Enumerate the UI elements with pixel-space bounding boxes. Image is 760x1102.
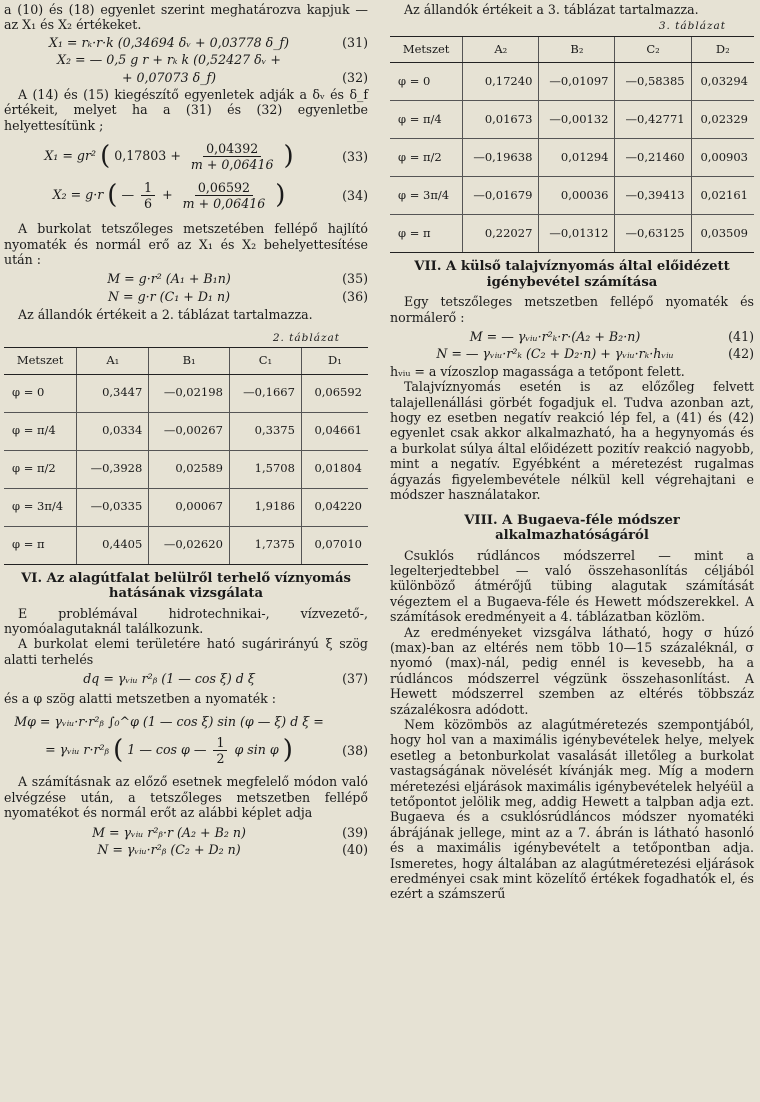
equation-40 — [4, 842, 368, 857]
table-2-header-cell: D₁ — [301, 348, 368, 374]
table-3-header-cell: Metszet — [390, 36, 463, 62]
table-3-header — [390, 36, 754, 62]
paragraph-problem: E problémával hidrotechnikai-, vízvezető-, nyomóalagutaknál találkozunk. — [4, 605, 368, 636]
equation-38-line2: = γᵥᵢᵤ r·r²ᵦ ( 1 — cos φ — $\frac{1}{2}$ φ sin φ ) (38) — [45, 735, 368, 767]
table-cell: 0,22027 — [463, 215, 539, 253]
equation-39-body: M = γᵥᵢᵤ r²ᵦ·r (A₂ + B₂ n) — [92, 824, 246, 840]
equation-34-minus: — — [121, 187, 135, 203]
equation-38-line1 — [4, 714, 368, 729]
equation-31-number: (31) — [342, 34, 368, 50]
table-3-header-cell: C₂ — [615, 36, 691, 62]
table-cell: —0,1667 — [229, 374, 301, 412]
table-cell: 0,01673 — [463, 101, 539, 139]
equation-31-body: X₁ = rₖ·r·k (0,34694 δᵥ + 0,03778 δ_f) — [48, 34, 290, 50]
table-row — [390, 139, 754, 177]
equation-34-f1-numerator: 1 — [141, 180, 155, 196]
table-2-header-cell: C₁ — [229, 348, 301, 374]
table-cell: 0,06592 — [301, 374, 368, 412]
table-cell: 1,9186 — [229, 488, 301, 526]
equation-41-body: M = — γᵥᵢᵤ·r²ₖ·r·(A₂ + B₂·n) — [469, 329, 641, 345]
table-2-header-cell: A₁ — [77, 348, 149, 374]
table-row — [390, 63, 754, 101]
table-cell: —0,02198 — [149, 374, 230, 412]
right-column — [390, 2, 754, 902]
table-cell: φ = π/2 — [390, 139, 463, 177]
equation-38-numerator: 1 — [213, 735, 227, 751]
table-cell: φ = π — [4, 526, 77, 564]
table-cell: 0,04661 — [301, 412, 368, 450]
equation-41-number: (41) — [728, 329, 754, 345]
table-row — [4, 374, 368, 412]
equation-38-fraction — [213, 735, 227, 766]
table-row — [390, 101, 754, 139]
equation-34-lhs: X₂ = g·r — [52, 187, 104, 203]
equation-33-number: (33) — [342, 149, 368, 165]
table-cell: 0,01294 — [539, 139, 615, 177]
table-cell: —0,01097 — [539, 63, 615, 101]
table-cell: 0,03509 — [691, 215, 754, 253]
table-cell: 0,02161 — [691, 177, 754, 215]
table-cell: φ = 0 — [390, 63, 463, 101]
equation-38-denominator: 2 — [216, 751, 225, 767]
paragraph-results: Az eredményeket vizsgálva látható, hogy σ húzó (max)-ban az eltérés nem több 10—15 százaléknál, σ nyomó (max)-nál, pedig ennél is kevesebb, ha a rúdláncos módszerrel végzünk összehasonlítást. A Hewett módszerrel szemben az eltérés többszáz százalékosra adódott. — [390, 624, 754, 717]
section-heading-7: VII. A külső talajvíznyomás által előidézett igénybevétel számítása — [414, 259, 730, 290]
equation-37 — [4, 671, 368, 686]
table-cell: 0,02329 — [691, 101, 754, 139]
table-cell: 1,7375 — [229, 526, 301, 564]
left-column — [4, 2, 368, 859]
table-cell: 0,02589 — [149, 450, 230, 488]
equation-34: X₂ = g·r ( — $\frac{1}{6}$ + $\frac{0,06592}{m + 0,06416}$ ) (34) — [52, 180, 368, 212]
equation-37-number: (37) — [342, 671, 368, 687]
table-cell: —0,3928 — [77, 450, 149, 488]
equation-40-body: N = γᵥᵢᵤ·r²ᵦ (C₂ + D₂ n) — [97, 841, 241, 857]
table-cell: —0,00132 — [539, 101, 615, 139]
table-cell: 0,17240 — [463, 63, 539, 101]
equation-34-fraction-2 — [180, 180, 269, 211]
equation-35-body: M = g·r² (A₁ + B₁n) — [107, 271, 231, 287]
table-cell: 0,03294 — [691, 63, 754, 101]
table-2 — [4, 347, 368, 564]
table-cell: —0,21460 — [615, 139, 691, 177]
table-row — [4, 526, 368, 564]
table-cell: —0,39413 — [615, 177, 691, 215]
paragraph-load: A burkolat elemi területére ható sugárirányú ξ szög alatti terhelés — [4, 636, 368, 667]
paragraph-tunnel-sizing: Nem közömbös az alagútméretezés szempontjából, hogy hol van a maximális igénybevételek helye, melyek esetleg a betonburkolat vasalását illetőleg a burkolat vastagságának növelését kívánják meg. Míg a modern méretezési eljárások maximális igénybevételek helyéül a tetőpontot jelölik meg, addig Hewett a talpban adja ezt. Bugaeva és a csuklósrúdláncos módszer nyomatéki ábrájának jellege, mint az a 7. ábrán is látható hasonló és a maximális igénybevételt a tetőpontban adja. Ismeretes, hogy általában az alagútméretezési eljárások eredményei csak mint közelítő értékek fogadhatók el, és ezért a számszerű — [390, 716, 754, 902]
table-cell: 0,0334 — [77, 412, 149, 450]
equation-36-number: (36) — [342, 288, 368, 304]
table-row — [4, 450, 368, 488]
table-cell: 0,00903 — [691, 139, 754, 177]
equation-38-number: (38) — [342, 743, 368, 759]
paragraph-hviz-definition: hᵥᵢᵤ = a vízoszlop magassága a tetőpont felett. — [390, 363, 685, 379]
table-cell: —0,19638 — [463, 139, 539, 177]
paragraph-table3-ref: Az állandók értékeit a 3. táblázat tartalmazza. — [404, 2, 699, 17]
table-row — [4, 412, 368, 450]
table-cell: 0,04220 — [301, 488, 368, 526]
table-3-header-cell: B₂ — [539, 36, 615, 62]
table-cell: 0,01804 — [301, 450, 368, 488]
equation-34-f1-denominator: 6 — [144, 196, 153, 212]
table-3-header-cell: A₂ — [463, 36, 539, 62]
equation-35-number: (35) — [342, 271, 368, 287]
table-cell: —0,42771 — [615, 101, 691, 139]
equation-40-number: (40) — [342, 841, 368, 857]
table-cell: —0,02620 — [149, 526, 230, 564]
table-cell: —0,01312 — [539, 215, 615, 253]
table-cell: —0,63125 — [615, 215, 691, 253]
table-cell: 0,00036 — [539, 177, 615, 215]
equation-38-body-a: Mφ = γᵥᵢᵤ·r·r²ᵦ ∫₀^φ (1 — cos ξ) sin (φ — ξ) d ξ = — [14, 713, 324, 729]
equation-33-numerator: 0,04392 — [203, 141, 261, 157]
table-cell: φ = 3π/4 — [390, 177, 463, 215]
table-cell: φ = π/2 — [4, 450, 77, 488]
table-cell: 0,00067 — [149, 488, 230, 526]
table-cell: 1,5708 — [229, 450, 301, 488]
table-cell: φ = π/4 — [390, 101, 463, 139]
equation-38-lhs: = γᵥᵢᵤ r·r²ᵦ — [45, 742, 110, 758]
table-cell: —0,00267 — [149, 412, 230, 450]
equation-33-term: 0,17803 + — [114, 148, 181, 164]
table-row — [4, 488, 368, 526]
equation-32-number: (32) — [342, 69, 368, 85]
equation-35 — [4, 271, 368, 286]
equation-42-body: N = — γᵥᵢᵤ·r²ₖ (C₂ + D₂·n) + γᵥᵢᵤ·rₖ·hᵥᵢᵤ — [436, 346, 674, 362]
table-cell: —0,01679 — [463, 177, 539, 215]
table-2-header — [4, 348, 368, 374]
equation-34-fraction-1 — [141, 180, 155, 211]
intro-text: a (10) és (18) egyenlet szerint meghatározva kapjuk — az X₁ és X₂ értékeket. — [4, 2, 368, 33]
equation-33-fraction — [188, 141, 277, 172]
table-2-header-cell: B₁ — [149, 348, 230, 374]
equation-38-mid: 1 — cos φ — — [127, 742, 207, 758]
equation-36-body: N = g·r (C₁ + D₁ n) — [108, 288, 230, 304]
equation-38-end: φ sin φ — [234, 742, 279, 758]
equation-37-body: dq = γᵥᵢᵤ r²ᵦ (1 — cos ξ) d ξ — [83, 671, 255, 687]
table-3-header-cell: D₂ — [691, 36, 754, 62]
paragraph-substitution: A (14) és (15) kiegészítő egyenletek adják a δᵥ és δ_f értékeit, melyet ha a (31) és (32) egyenletbe helyettesítünk ; — [4, 87, 368, 133]
table-cell: 0,3447 — [77, 374, 149, 412]
table-cell: 0,07010 — [301, 526, 368, 564]
equation-33-lhs: X₁ = gr² — [44, 148, 97, 164]
table-row — [390, 177, 754, 215]
equation-34-plus: + — [162, 187, 173, 203]
equation-36 — [4, 289, 368, 304]
equation-33-denominator: m + 0,06416 — [190, 157, 274, 173]
equation-32-body-a: X₂ = — 0,5 g r + rₖ k (0,52427 δᵥ + — [57, 52, 281, 68]
table-cell: φ = π — [390, 215, 463, 253]
table-3 — [390, 36, 754, 253]
equation-32-body-b: + 0,07073 δ_f) — [121, 69, 217, 85]
table-2-header-cell: Metszet — [4, 348, 77, 374]
table-cell: φ = 3π/4 — [4, 488, 77, 526]
table-cell: φ = 0 — [4, 374, 77, 412]
table-cell: —0,0335 — [77, 488, 149, 526]
table-cell: —0,58385 — [615, 63, 691, 101]
paragraph-section7-intro: Egy tetszőleges metszetben fellépő nyomaték és normálerő : — [390, 294, 754, 325]
equation-34-number: (34) — [342, 188, 368, 204]
section-heading-8: VIII. A Bugaeva-féle módszer alkalmazhatóságáról — [464, 512, 680, 543]
equation-33: X₁ = gr² ( 0,17803 + $\frac{0,04392}{m + 0,06416}$ ) (33) — [44, 141, 368, 173]
equation-39 — [4, 825, 368, 840]
section-heading-6: VI. Az alagútfalat belülről terhelő víznyomás hatásának vizsgálata — [21, 570, 351, 601]
paragraph-moment: A burkolat tetszőleges metszetében fellépő hajlító nyomaték és normál erő az X₁ és X₂ behelyettesítése után : — [4, 221, 368, 268]
paragraph-groundwater: Talajvíznyomás esetén is az előzőleg felvett talajellenállási görbét fogadjuk el. Tudva azonban azt, hogy ez esetben negatív reakció lép fel, a (41) és (42) egyenlet csak akkor alkalmazható, ha a hegynyomás és a burkolat súlya által előidézett pozitív reakció nagyobb, mint a negatív. Egyébként a méretezést rugalmas ágyazás figyelembevétele nélkül kell végrehajtani e módszer használatakor. — [390, 379, 754, 503]
equation-32-line2 — [4, 70, 368, 85]
table-cell: 0,3375 — [229, 412, 301, 450]
equation-41 — [390, 329, 754, 344]
equation-42 — [390, 346, 754, 361]
paragraph-table2-ref: Az állandók értékeit a 2. táblázat tartalmazza. — [18, 307, 313, 323]
paragraph-calc: A számításnak az előző esetnek megfelelő módon való elvégzése után, a tetszőleges metszetben fellépő nyomatékot és normál erőt az alábbi képlet adja — [4, 774, 368, 821]
equation-34-f2-denominator: m + 0,06416 — [182, 196, 266, 212]
table3-caption: 3. táblázat — [658, 20, 726, 33]
table-cell: 0,4405 — [77, 526, 149, 564]
table-cell: φ = π/4 — [4, 412, 77, 450]
equation-39-number: (39) — [342, 824, 368, 840]
table2-caption: 2. táblázat — [272, 331, 340, 344]
equation-42-number: (42) — [728, 346, 754, 362]
equation-31 — [4, 35, 368, 50]
equation-34-f2-numerator: 0,06592 — [195, 180, 253, 196]
paragraph-moment-angle: és a φ szög alatti metszetben a nyomaték : — [4, 690, 277, 706]
table-row — [390, 215, 754, 253]
equation-32-line1 — [4, 52, 368, 67]
paragraph-bugaeva-intro: Csuklós rúdláncos módszerrel — mint a legelterjedtebbel — való összehasonlítás céljából különböző átmérőjű tübing alagutak számítását végeztem el a Bugaeva-féle és Hewett módszerekkel. A számítások eredményeit a 4. táblázatban közlöm. — [390, 547, 754, 625]
